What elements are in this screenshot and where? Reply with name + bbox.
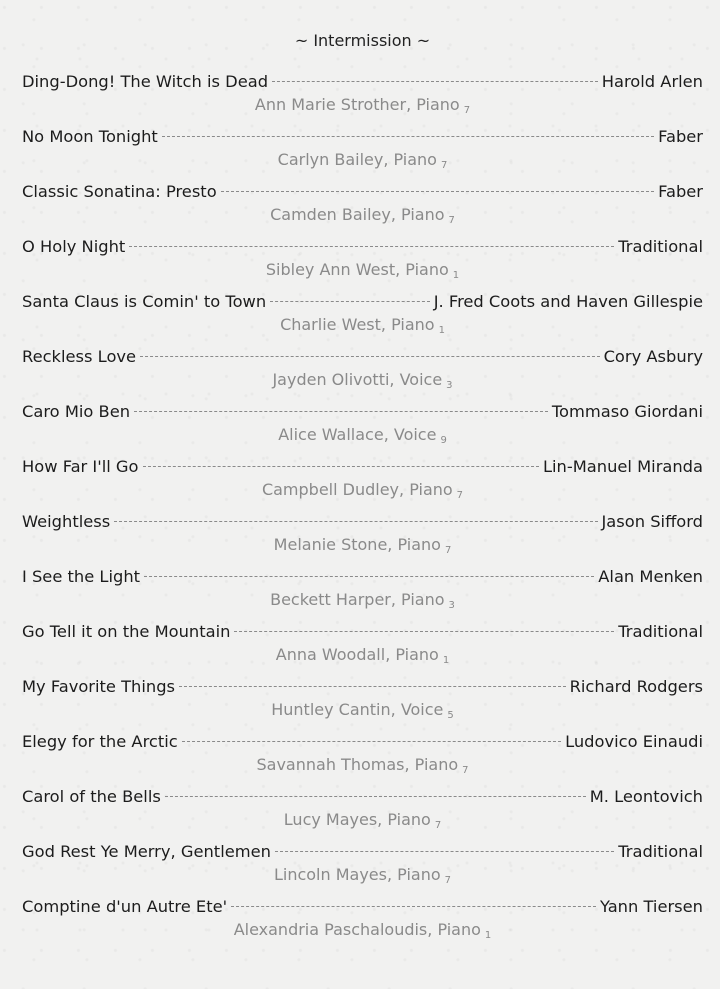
piece-title: Weightless	[22, 512, 111, 531]
title-line	[22, 237, 703, 257]
composer-name: Cory Asbury	[603, 347, 703, 366]
title-line	[22, 842, 703, 862]
performer-line	[22, 205, 703, 228]
performer-line	[22, 865, 703, 888]
grade-number: 7	[444, 545, 452, 556]
performer-name: Charlie West, Piano	[280, 315, 435, 334]
piece-title: O Holy Night	[22, 237, 126, 256]
grade-number: 5	[447, 710, 454, 721]
program-entry	[22, 732, 703, 787]
title-line	[22, 512, 703, 532]
title-line	[22, 622, 703, 642]
piece-title: Ding-Dong! The Witch is Dead	[22, 72, 269, 91]
performer-line	[22, 700, 703, 723]
performer-name: Ann Marie Strother, Piano	[254, 95, 460, 114]
dotted-leader	[221, 191, 654, 192]
performer-name: Alice Wallace, Voice	[278, 425, 437, 444]
title-line	[22, 567, 703, 587]
dotted-leader	[275, 851, 614, 852]
title-line	[22, 732, 703, 752]
program-entry	[22, 512, 703, 567]
program-entry	[22, 237, 703, 292]
piece-title: Go Tell it on the Mountain	[22, 622, 231, 641]
program-entry	[22, 457, 703, 512]
piece-title: Elegy for the Arctic	[22, 732, 178, 751]
title-line	[22, 127, 703, 147]
performer-line	[22, 425, 703, 448]
dotted-leader	[234, 631, 614, 632]
program-entry	[22, 897, 703, 952]
performer-name: Carlyn Bailey, Piano	[277, 150, 437, 169]
dotted-leader	[270, 301, 430, 302]
composer-name: Traditional	[618, 237, 703, 256]
performer-line	[22, 755, 703, 778]
piece-title: Carol of the Bells	[22, 787, 161, 806]
program-entry	[22, 292, 703, 347]
composer-name: Richard Rodgers	[569, 677, 703, 696]
program-entry	[22, 622, 703, 677]
dotted-leader	[143, 466, 539, 467]
piece-title: God Rest Ye Merry, Gentlemen	[22, 842, 271, 861]
dotted-leader	[231, 906, 596, 907]
grade-number: 7	[440, 160, 448, 171]
composer-name: Alan Menken	[598, 567, 703, 586]
performer-line	[22, 920, 703, 943]
dotted-leader	[129, 246, 614, 247]
performer-line	[22, 95, 703, 118]
performer-line	[22, 370, 703, 393]
composer-name: Traditional	[618, 842, 703, 861]
program-entry	[22, 787, 703, 842]
performer-line	[22, 810, 703, 833]
dotted-leader	[140, 356, 600, 357]
piece-title: Comptine d'un Autre Ete'	[22, 897, 228, 916]
composer-name: Lin-Manuel Miranda	[542, 457, 703, 476]
grade-number: 1	[442, 655, 450, 666]
piece-title: Reckless Love	[22, 347, 137, 366]
program-entry	[22, 182, 703, 237]
program-list	[22, 72, 703, 952]
performer-name: Melanie Stone, Piano	[273, 535, 441, 554]
grade-number: 7	[462, 765, 469, 776]
grade-number: 1	[438, 325, 445, 336]
dotted-leader	[272, 81, 598, 82]
performer-name: Sibley Ann West, Piano	[265, 260, 449, 279]
title-line	[22, 347, 703, 367]
title-line	[22, 292, 703, 312]
performer-line	[22, 480, 703, 503]
composer-name: Faber	[658, 182, 703, 201]
piece-title: I See the Light	[22, 567, 141, 586]
dotted-leader	[179, 686, 566, 687]
piece-title: My Favorite Things	[22, 677, 176, 696]
program-entry	[22, 842, 703, 897]
program-entry	[22, 127, 703, 182]
composer-name: Tommaso Giordani	[551, 402, 703, 421]
title-line	[22, 787, 703, 807]
program-entry	[22, 567, 703, 622]
program-entry	[22, 347, 703, 402]
program-entry	[22, 72, 703, 127]
piece-title: Caro Mio Ben	[22, 402, 131, 421]
composer-name: Ludovico Einaudi	[565, 732, 703, 751]
grade-number: 1	[452, 270, 460, 281]
performer-line	[22, 260, 703, 283]
performer-name: Camden Bailey, Piano	[270, 205, 445, 224]
piece-title: No Moon Tonight	[22, 127, 158, 146]
title-line	[22, 72, 703, 92]
composer-name: Harold Arlen	[601, 72, 703, 91]
performer-name: Anna Woodall, Piano	[275, 645, 439, 664]
performer-name: Campbell Dudley, Piano	[261, 480, 453, 499]
dotted-leader	[162, 136, 654, 137]
performer-name: Lucy Mayes, Piano	[283, 810, 431, 829]
performer-line	[22, 315, 703, 338]
title-line	[22, 457, 703, 477]
piece-title: How Far I'll Go	[22, 457, 139, 476]
dotted-leader	[114, 521, 597, 522]
composer-name: M. Leontovich	[589, 787, 703, 806]
grade-number: 7	[444, 875, 452, 886]
performer-line	[22, 590, 703, 613]
title-line	[22, 402, 703, 422]
piece-title: Classic Sonatina: Presto	[22, 182, 217, 201]
composer-name: Yann Tiersen	[600, 897, 703, 916]
composer-name: Faber	[658, 127, 703, 146]
performer-name: Lincoln Mayes, Piano	[273, 865, 441, 884]
intermission-heading: ~ Intermission ~	[294, 31, 431, 50]
program-entry	[22, 402, 703, 457]
composer-name: Traditional	[618, 622, 703, 641]
piece-title: Santa Claus is Comin' to Town	[22, 292, 267, 311]
title-line	[22, 182, 703, 202]
performer-name: Beckett Harper, Piano	[270, 590, 445, 609]
performer-line	[22, 645, 703, 668]
dotted-leader	[165, 796, 586, 797]
performer-name: Alexandria Paschaloudis, Piano	[233, 920, 481, 939]
composer-name: J. Fred Coots and Haven Gillespie	[433, 292, 703, 311]
performer-line	[22, 535, 703, 558]
performer-name: Jayden Olivotti, Voice	[272, 370, 443, 389]
grade-number: 9	[440, 435, 447, 446]
composer-name: Jason Sifford	[601, 512, 703, 531]
grade-number: 1	[484, 930, 492, 941]
grade-number: 7	[448, 215, 455, 226]
dotted-leader	[144, 576, 594, 577]
dotted-leader	[134, 411, 548, 412]
title-line	[22, 677, 703, 697]
performer-line	[22, 150, 703, 173]
grade-number: 3	[448, 600, 455, 611]
grade-number: 3	[446, 380, 453, 391]
performer-name: Huntley Cantin, Voice	[271, 700, 444, 719]
program-entry	[22, 677, 703, 732]
grade-number: 7	[463, 105, 471, 116]
title-line	[22, 897, 703, 917]
grade-number: 7	[456, 490, 464, 501]
performer-name: Savannah Thomas, Piano	[256, 755, 459, 774]
grade-number: 7	[434, 820, 442, 831]
dotted-leader	[182, 741, 561, 742]
